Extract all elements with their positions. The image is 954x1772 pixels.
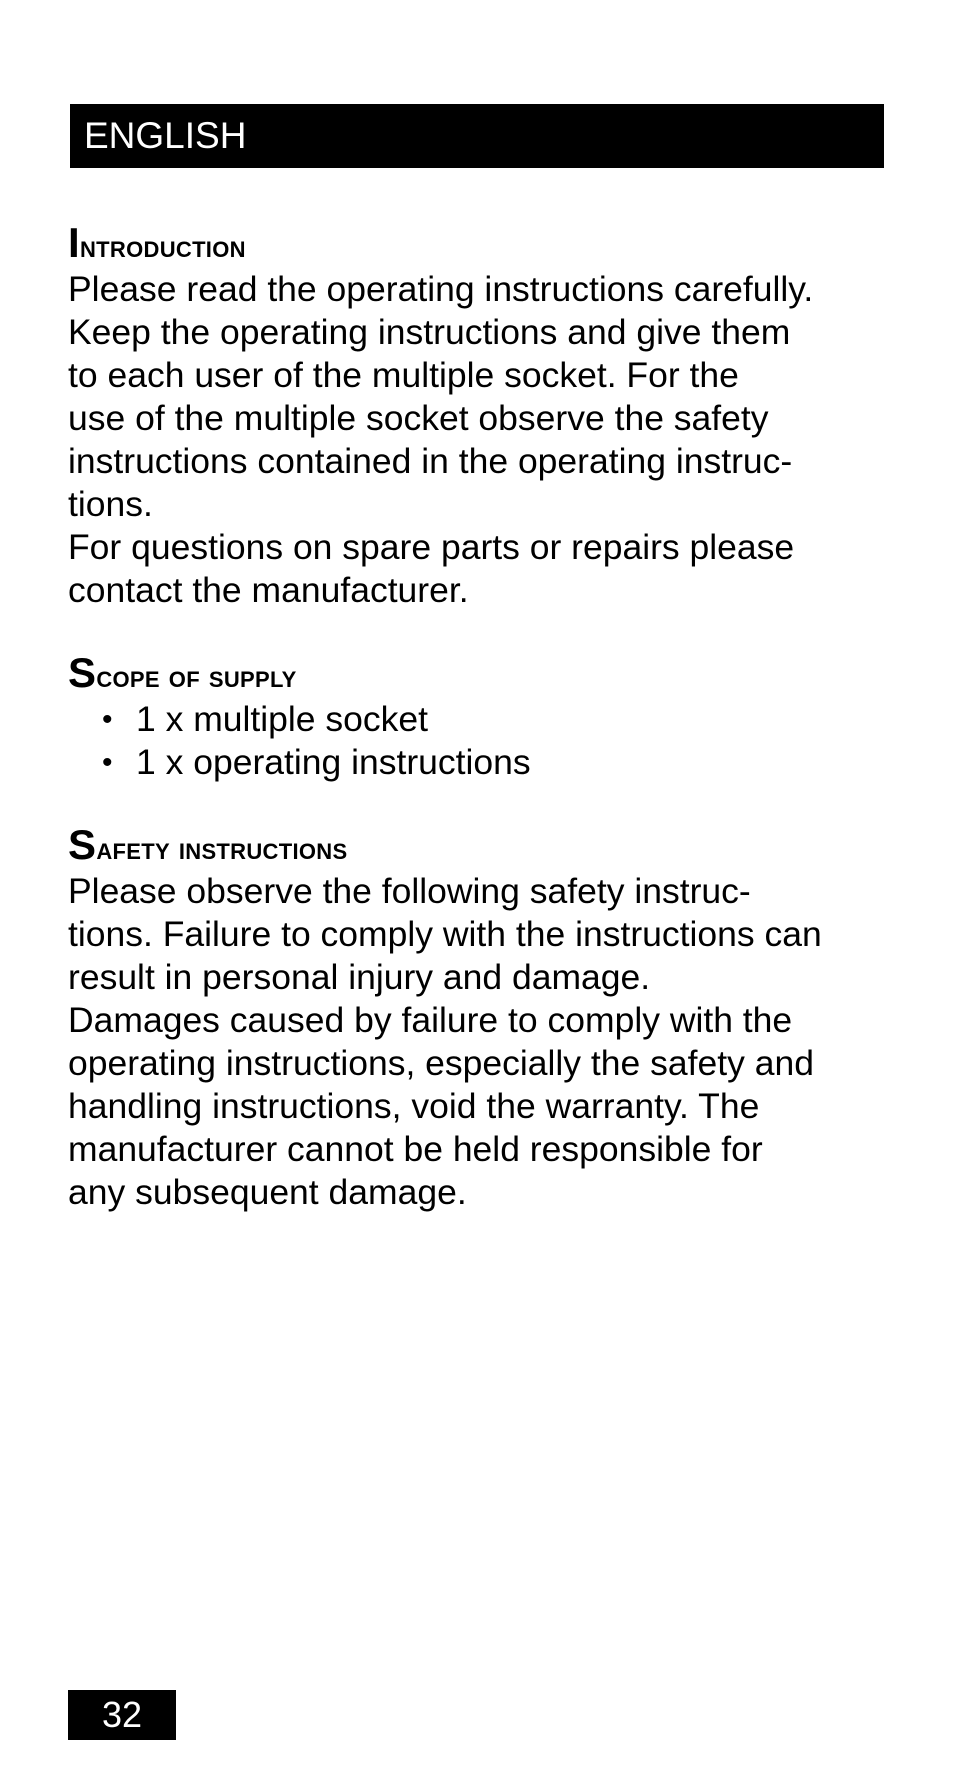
section-scope-of-supply <box>68 649 898 784</box>
list-item: • 1 x multiple socket <box>102 699 429 739</box>
supply-list <box>68 698 898 784</box>
bullet-icon: • <box>102 746 113 779</box>
language-header: ENGLISH <box>70 104 884 168</box>
document-content <box>68 219 898 1254</box>
list-item: • 1 x operating instructions <box>102 742 531 782</box>
section-title-safety-instructions: Safety instructions <box>68 821 348 868</box>
safety-paragraph: Please observe the following safety instruc- tions. Failure to comply with the instructions can result in personal injury and damage. <box>68 871 822 997</box>
section-title-introduction: Introduction <box>68 219 246 266</box>
introduction-paragraph: Please read the operating instructions carefully. Keep the operating instructions and give them to each user of the multiple socket. For the use of the multiple socket observe the safety instructions contained in the operating instruc- tions. <box>68 269 814 524</box>
safety-paragraph-warranty: Damages caused by failure to comply with the operating instructions, especially the safety and handling instructions, void the warranty. The manufacturer cannot be held responsible for any subsequent damage. <box>68 1000 814 1212</box>
page-number: 32 <box>68 1690 176 1740</box>
bullet-icon: • <box>102 703 113 736</box>
section-safety-instructions <box>68 821 898 1214</box>
section-title-scope-of-supply: Scope of supply <box>68 649 297 696</box>
introduction-paragraph-contact: For questions on spare parts or repairs please contact the manufacturer. <box>68 527 795 610</box>
section-introduction <box>68 219 898 612</box>
